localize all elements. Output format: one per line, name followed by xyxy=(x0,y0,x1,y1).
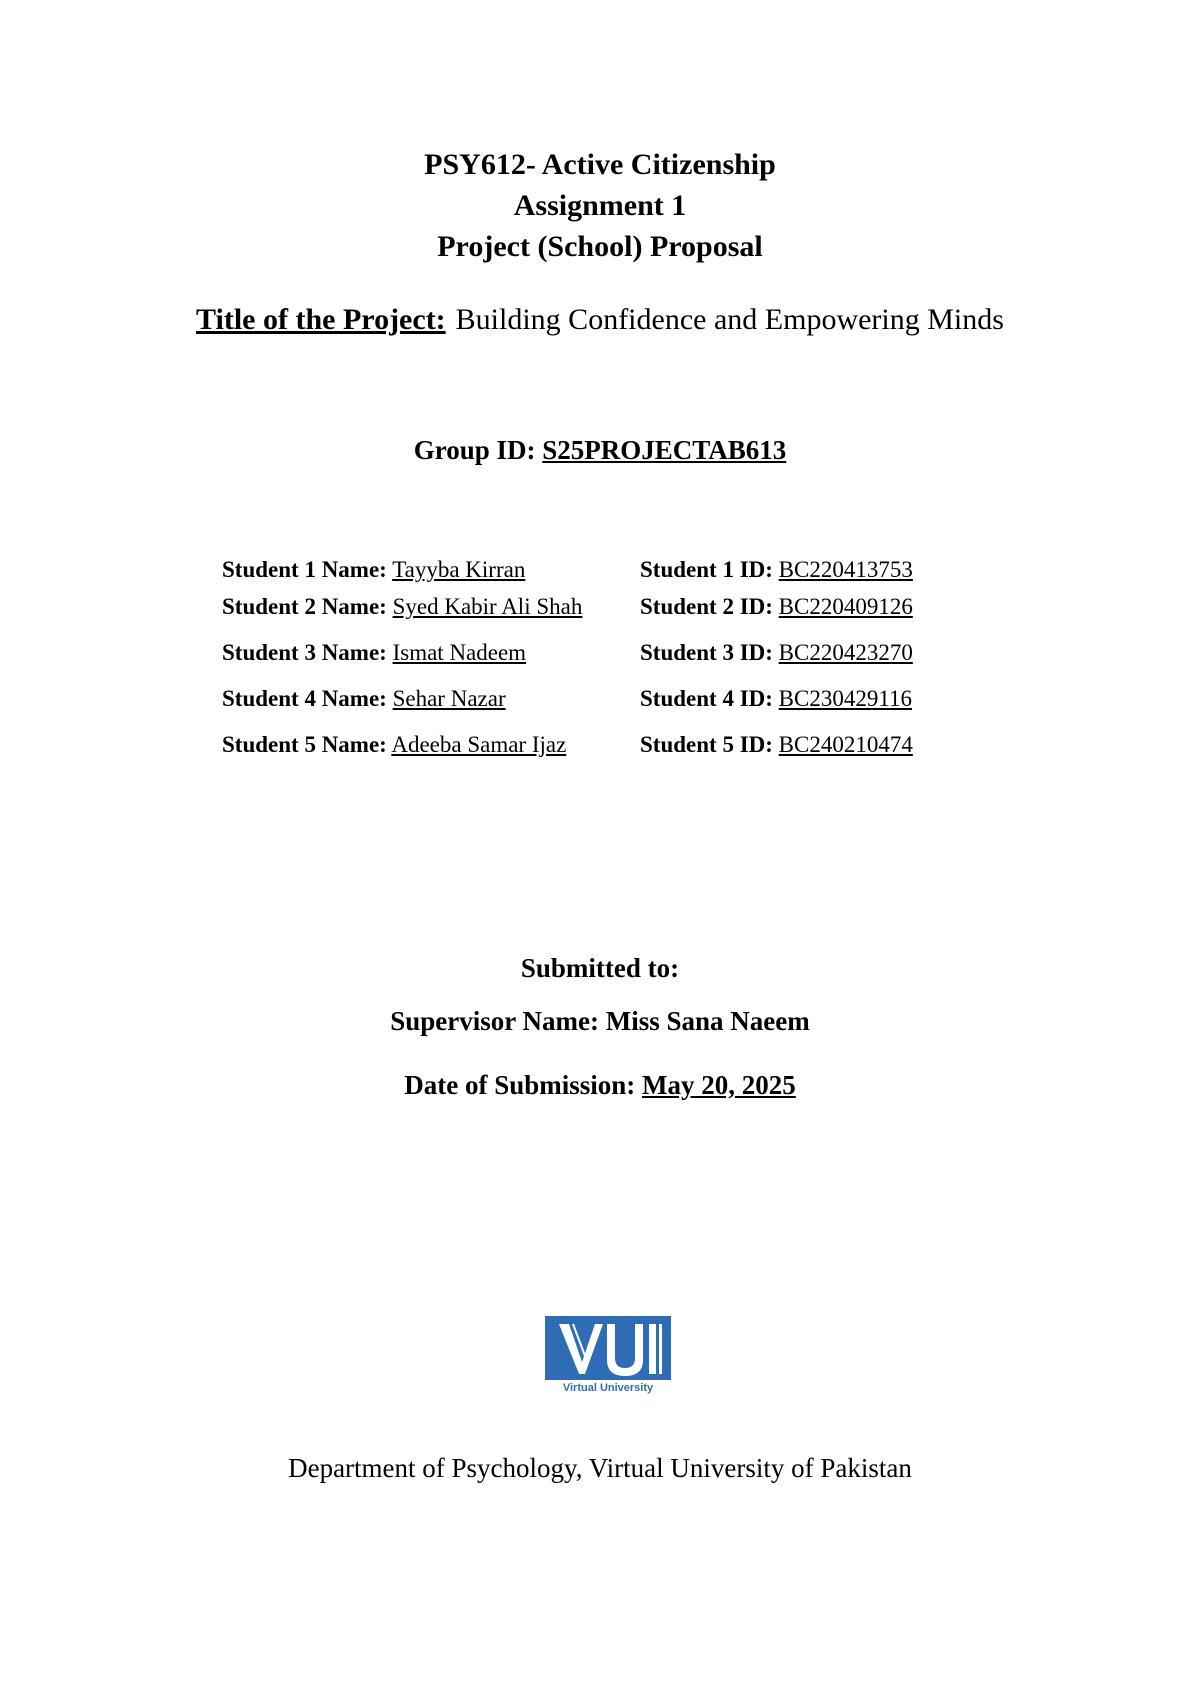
project-title-value: Building Confidence and Empowering Minds xyxy=(455,303,1004,336)
student-id-cell xyxy=(640,555,913,585)
student-name-label: Student 2 Name: xyxy=(222,594,387,619)
student-name: Adeeba Samar Ijaz xyxy=(391,732,567,757)
student-id-cell xyxy=(640,592,913,622)
supervisor-line xyxy=(0,1001,1200,1041)
student-id: BC230429116 xyxy=(778,686,912,711)
project-title-label: Title of the Project: xyxy=(196,303,446,336)
student-name: Tayyba Kirran xyxy=(392,557,526,582)
student-id-cell xyxy=(640,684,912,714)
proposal-title: Project (School) Proposal xyxy=(437,230,763,263)
student-name-cell xyxy=(222,684,642,714)
project-title-line xyxy=(0,300,1200,340)
student-name-cell xyxy=(222,555,642,585)
submission-date-label: Date of Submission: xyxy=(404,1070,636,1100)
department-footer: Department of Psychology, Virtual University of Pakistan xyxy=(288,1453,912,1483)
student-name: Ismat Nadeem xyxy=(392,640,527,665)
supervisor-name: Miss Sana Naeem xyxy=(605,1006,810,1036)
submission-date-value: May 20, 2025 xyxy=(642,1070,796,1100)
student-name-label: Student 4 Name: xyxy=(222,686,387,711)
student-name-cell xyxy=(222,638,642,668)
student-name: Syed Kabir Ali Shah xyxy=(392,594,583,619)
student-id-label: Student 1 ID: xyxy=(640,557,773,582)
assignment-title: Assignment 1 xyxy=(513,189,687,222)
student-id-cell xyxy=(640,730,913,760)
student-name-label: Student 3 Name: xyxy=(222,640,387,665)
vu-logo-icon xyxy=(545,1316,671,1380)
student-id: BC220409126 xyxy=(778,594,913,619)
student-name: Sehar Nazar xyxy=(392,686,506,711)
student-id-label: Student 4 ID: xyxy=(640,686,773,711)
group-id-label: Group ID: xyxy=(413,435,536,465)
student-id-cell xyxy=(640,638,913,668)
student-id-label: Student 3 ID: xyxy=(640,640,773,665)
student-id: BC240210474 xyxy=(778,732,913,757)
submission-date-line xyxy=(0,1065,1200,1105)
student-name-label: Student 1 Name: xyxy=(222,557,387,582)
student-name-cell xyxy=(222,730,642,760)
student-id-label: Student 2 ID: xyxy=(640,594,773,619)
student-name-label: Student 5 Name: xyxy=(222,732,387,757)
student-name-cell xyxy=(222,592,642,622)
submitted-to-heading: Submitted to: xyxy=(520,953,680,983)
supervisor-label: Supervisor Name: xyxy=(390,1006,599,1036)
group-id-line xyxy=(0,430,1200,470)
course-title: PSY612- Active Citizenship xyxy=(424,148,776,181)
group-id-value: S25PROJECTAB613 xyxy=(542,435,787,465)
student-id: BC220413753 xyxy=(778,557,913,582)
student-id: BC220423270 xyxy=(778,640,913,665)
university-logo xyxy=(545,1316,671,1396)
logo-caption: Virtual University xyxy=(562,1382,654,1394)
student-id-label: Student 5 ID: xyxy=(640,732,773,757)
